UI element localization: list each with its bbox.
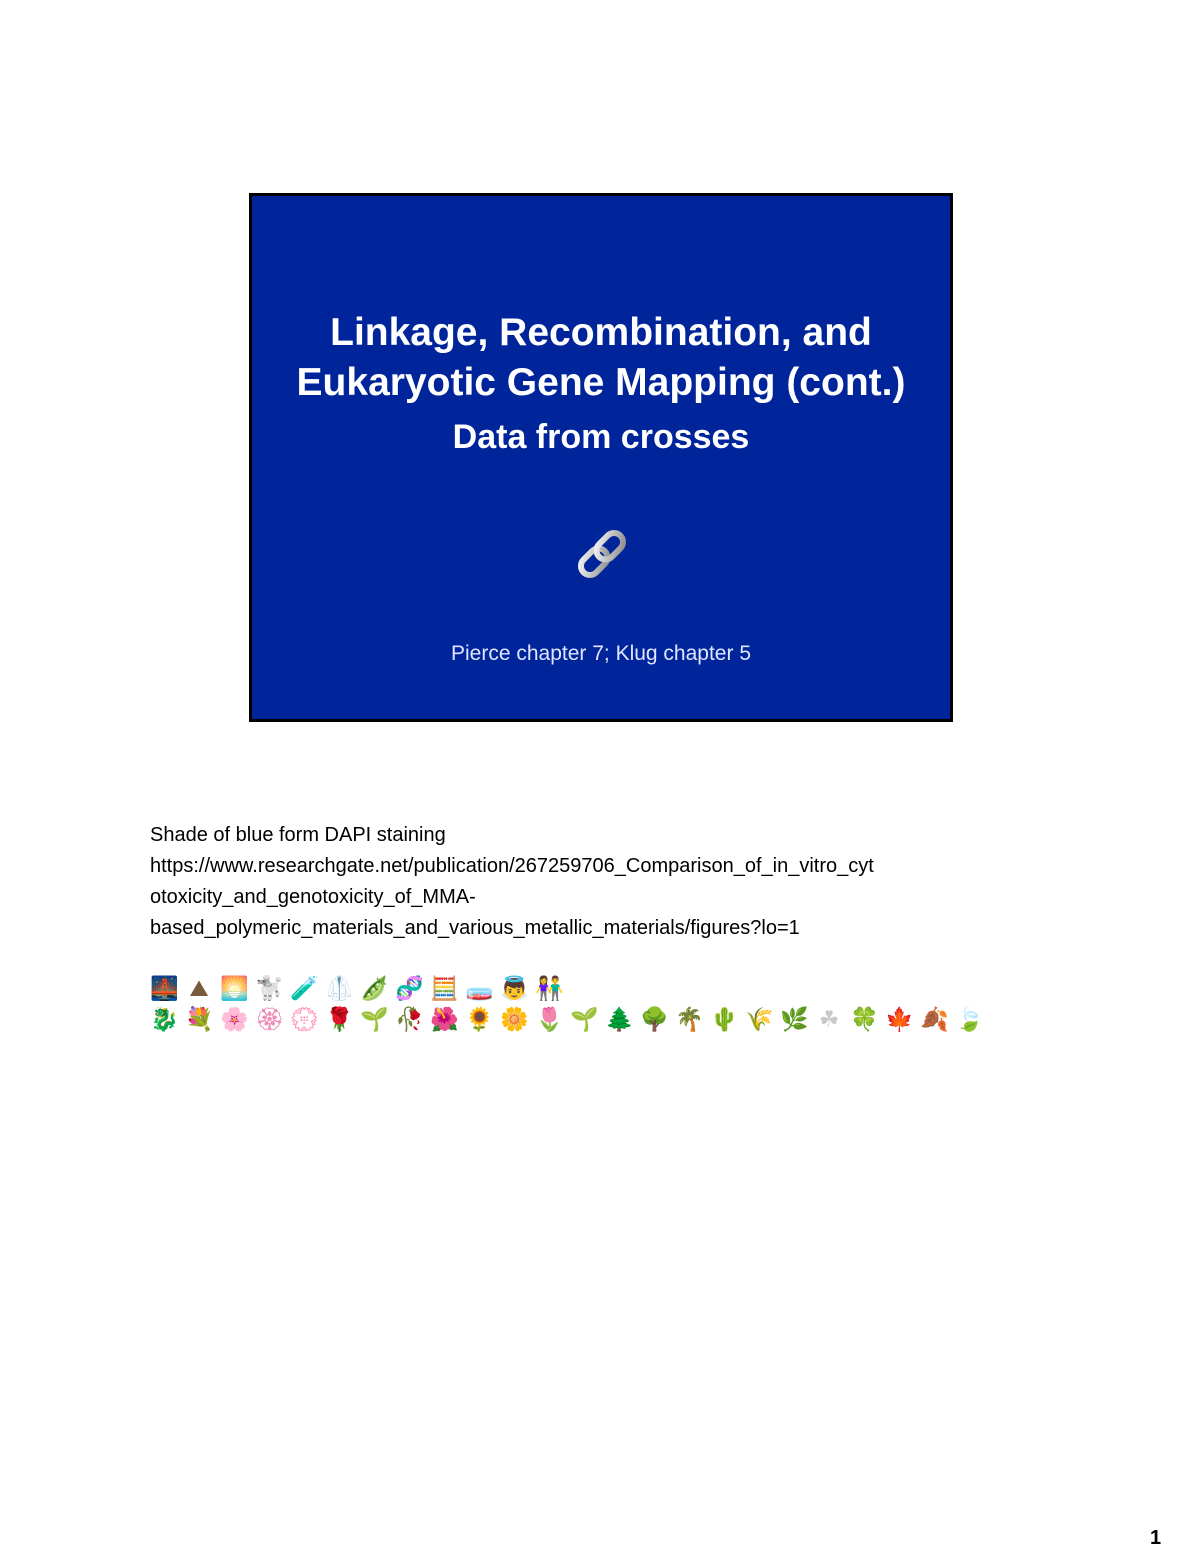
leaf-fluttering-icon: 🍃 <box>955 1007 984 1033</box>
abacus-icon: 🧮 <box>430 976 459 1002</box>
pea-pod-icon: 🫛 <box>360 976 389 1002</box>
sunflower-icon: 🌻 <box>465 1007 494 1033</box>
blossom-icon: 🌼 <box>500 1007 529 1033</box>
fallen-leaf-icon: 🍂 <box>920 1007 949 1033</box>
dna-icon: 🧬 <box>395 976 424 1002</box>
bouquet-icon: 💐 <box>185 1007 214 1033</box>
deciduous-tree-icon: 🌳 <box>640 1007 669 1033</box>
cherry-blossom-icon: 🌸 <box>220 1007 249 1033</box>
white-flower-icon: 💮 <box>290 1007 319 1033</box>
slide-notes <box>150 820 1050 944</box>
notes-line-4: based_polymeric_materials_and_various_metallic_materials/figures?lo=1 <box>150 917 800 939</box>
link-icon <box>574 526 630 582</box>
seahorse-icon: 🐉 <box>150 1007 179 1033</box>
petri-dish-icon: 🧫 <box>465 976 494 1002</box>
bridge-night-icon: 🌉 <box>150 976 179 1002</box>
emoji-row-1 <box>150 974 563 1004</box>
test-tube-icon: 🧪 <box>290 976 319 1002</box>
shamrock-icon: ☘ <box>818 1007 840 1033</box>
lab-coat-icon: 🥼 <box>325 976 354 1002</box>
rose-icon: 🌹 <box>325 1007 354 1033</box>
sheaf-of-rice-icon: 🌾 <box>745 1007 774 1033</box>
slide-title <box>252 308 950 408</box>
notes-line-3: otoxicity_and_genotoxicity_of_MMA- <box>150 886 476 908</box>
slide-title-line-1: Linkage, Recombination, and <box>330 311 872 354</box>
cactus-icon: 🌵 <box>710 1007 739 1033</box>
palm-tree-icon: 🌴 <box>675 1007 704 1033</box>
slide-reference: Pierce chapter 7; Klug chapter 5 <box>450 642 751 665</box>
poodle-icon: 🐩 <box>255 976 284 1002</box>
sprout-icon: 🌱 <box>570 1007 599 1033</box>
wilted-flower-icon: 🥀 <box>395 1007 424 1033</box>
slide-title-line-2: Eukaryotic Gene Mapping (cont.) <box>296 361 906 404</box>
maple-leaf-icon: 🍁 <box>885 1007 914 1033</box>
couple-icon: 👫 <box>535 976 564 1002</box>
hibiscus-pink-icon: 🏵 <box>255 1007 285 1033</box>
title-slide <box>249 193 953 722</box>
slide-subtitle: Data from crosses <box>452 418 750 456</box>
baby-angel-icon: 👼 <box>500 976 529 1002</box>
notes-line-2: https://www.researchgate.net/publication/267259706_Comparison_of_in_vitro_cyt <box>150 855 874 877</box>
notes-line-1: Shade of blue form DAPI staining <box>150 824 446 846</box>
tulip-icon: 🌷 <box>535 1007 564 1033</box>
evergreen-tree-icon: 🌲 <box>605 1007 634 1033</box>
page-number: 1 <box>1150 1527 1162 1549</box>
four-leaf-clover-icon: 🍀 <box>850 1007 879 1033</box>
herb-icon: 🌿 <box>780 1007 809 1033</box>
emoji-row-2 <box>150 1005 983 1035</box>
sunrise-icon: 🌅 <box>220 976 249 1002</box>
hibiscus-icon: 🌺 <box>430 1007 459 1033</box>
mountain-icon: ⛰ <box>189 976 209 1002</box>
seedling-icon: 🌱 <box>360 1007 389 1033</box>
